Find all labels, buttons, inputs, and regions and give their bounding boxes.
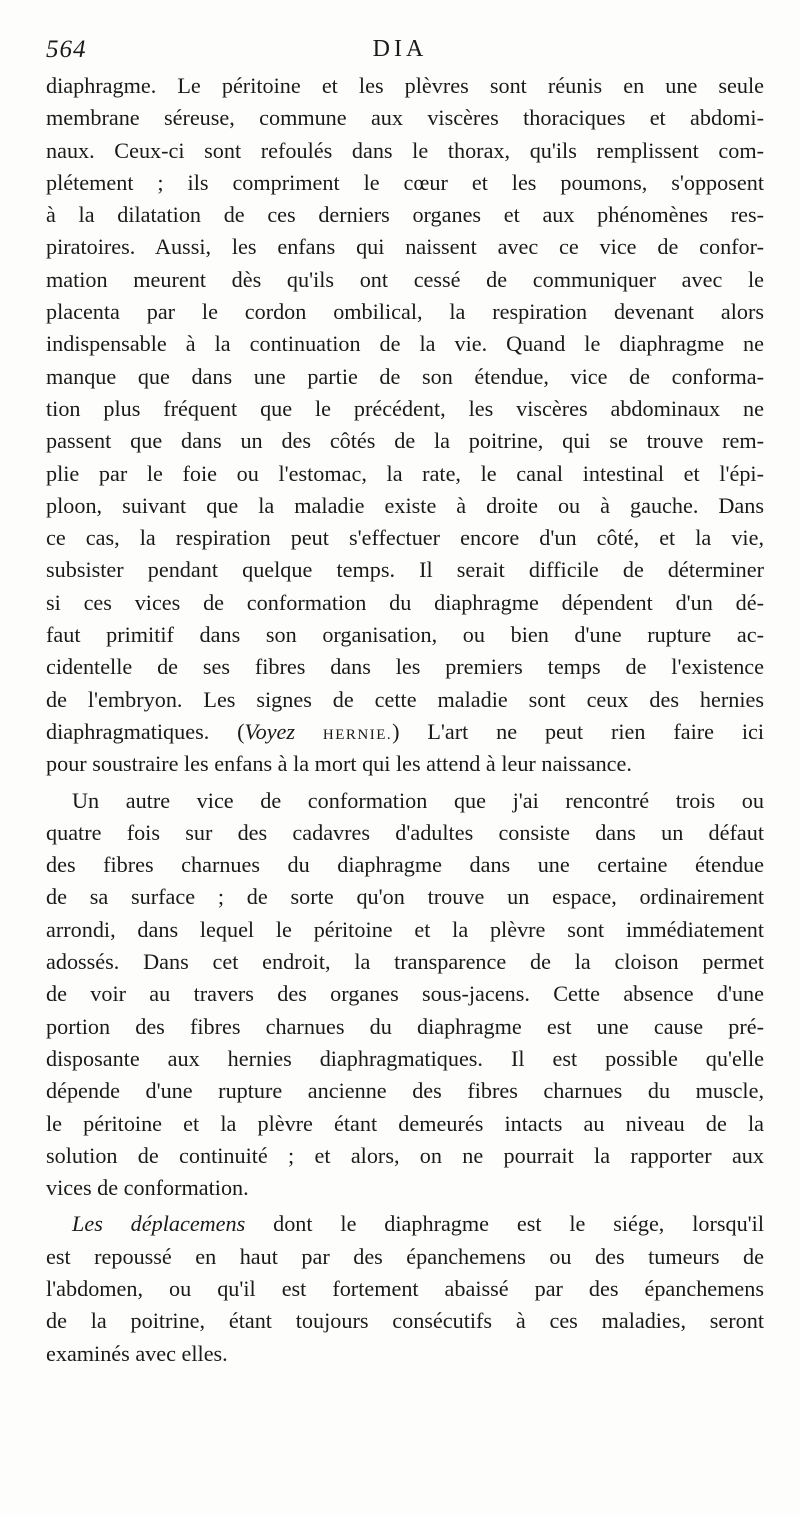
text-line: de sa surface ; de sorte qu'on trouve un espace, ordinairement <box>46 884 764 910</box>
hernie-reference: HERNIE. <box>322 726 393 743</box>
text-line: ce cas, la respiration peut s'effectuer encore d'un côté, et la vie, <box>46 525 764 551</box>
text-line: plétement ; ils compriment le cœur et les poumons, s'opposent <box>46 169 764 195</box>
text-line: piratoires. Aussi, les enfans qui naissent avec ce vice de confor- <box>46 234 764 260</box>
text-line: disposante aux hernies diaphragmatiques. Il est possible qu'elle <box>46 1045 764 1071</box>
text-line: vices de conformation. <box>46 1175 249 1201</box>
text-line <box>46 1208 764 1240</box>
text-line: est repoussé en haut par des épanchemens ou des tumeurs de <box>46 1243 764 1269</box>
lead-rest: dont le diaphragme est le siége, lorsqu'il <box>245 1211 764 1237</box>
text-line: adossés. Dans cet endroit, la transparence de la cloison permet <box>46 949 764 975</box>
text-line: faut primitif dans son organisation, ou bien d'une rupture ac- <box>46 622 764 648</box>
text-line: indispensable à la continuation de la vie. Quand le diaphragme ne <box>46 331 764 357</box>
text-line: de la poitrine, étant toujours consécutifs à ces maladies, seront <box>46 1308 764 1334</box>
text-line-cross-reference <box>46 716 764 748</box>
paragraph-2 <box>46 785 764 1205</box>
text-line: Un autre vice de conformation que j'ai rencontré trois ou <box>72 787 764 813</box>
text-line: ploon, suivant que la maladie existe à droite ou à gauche. Dans <box>46 492 764 518</box>
text-line: de l'embryon. Les signes de cette maladie sont ceux des hernies <box>46 686 764 712</box>
text-line: naux. Ceux-ci sont refoulés dans le thorax, qu'ils remplissent com- <box>46 137 764 163</box>
text-line: le péritoine et la plèvre étant demeurés intacts au niveau de la <box>46 1110 764 1136</box>
paragraph-3 <box>46 1208 764 1369</box>
text-line: plie par le foie ou l'estomac, la rate, le canal intestinal et l'épi- <box>46 460 764 486</box>
text-line: solution de continuité ; et alors, on ne pourrait la rapporter aux <box>46 1142 764 1168</box>
text-line: pour soustraire les enfans à la mort qui les attend à leur naissance. <box>46 751 632 777</box>
page-number: 564 <box>46 36 87 63</box>
ref-before: diaphragmatiques. ( <box>46 718 245 744</box>
text-line: passent que dans un des côtés de la poitrine, qui se trouve rem- <box>46 428 764 454</box>
text-line: l'abdomen, ou qu'il est fortement abaissé par des épanchemens <box>46 1275 764 1301</box>
running-head: DIA <box>372 36 428 62</box>
body-text <box>46 70 764 1370</box>
text-line: à la dilatation de ces derniers organes et aux phénomènes res- <box>46 202 764 228</box>
text-line: diaphragme. Le péritoine et les plèvres sont réunis en une seule <box>46 73 764 98</box>
text-line: manque que dans une partie de son étendue, vice de conforma- <box>46 363 764 389</box>
text-line: quatre fois sur des cadavres d'adultes consiste dans un défaut <box>46 819 764 845</box>
text-line: si ces vices de conformation du diaphragme dépendent d'un dé- <box>46 589 764 615</box>
text-line: placenta par le cordon ombilical, la respiration devenant alors <box>46 299 764 325</box>
paragraph-1 <box>46 70 764 781</box>
text-line: de voir au travers des organes sous-jacens. Cette absence d'une <box>46 981 764 1007</box>
text-line: des fibres charnues du diaphragme dans une certaine étendue <box>46 852 764 878</box>
text-line: mation meurent dès qu'ils ont cessé de communiquer avec le <box>46 266 764 292</box>
text-line: dépende d'une rupture ancienne des fibres charnues du muscle, <box>46 1078 764 1104</box>
text-line: subsister pendant quelque temps. Il serait difficile de déterminer <box>46 557 764 583</box>
text-line: membrane séreuse, commune aux viscères thoraciques et abdomi- <box>46 105 764 131</box>
text-line: portion des fibres charnues du diaphragme est une cause pré- <box>46 1013 764 1039</box>
text-line: arrondi, dans lequel le péritoine et la plèvre sont immédiatement <box>46 916 764 942</box>
text-line: examinés avec elles. <box>46 1340 228 1366</box>
see-reference: Voyez <box>244 718 296 744</box>
ref-after: ) L'art ne peut rien faire ici <box>392 718 764 744</box>
text-line: cidentelle de ses fibres dans les premiers temps de l'existence <box>46 654 764 680</box>
italic-lead: Les déplacemens <box>72 1211 246 1237</box>
text-line: tion plus fréquent que le précédent, les viscères abdominaux ne <box>46 395 764 421</box>
